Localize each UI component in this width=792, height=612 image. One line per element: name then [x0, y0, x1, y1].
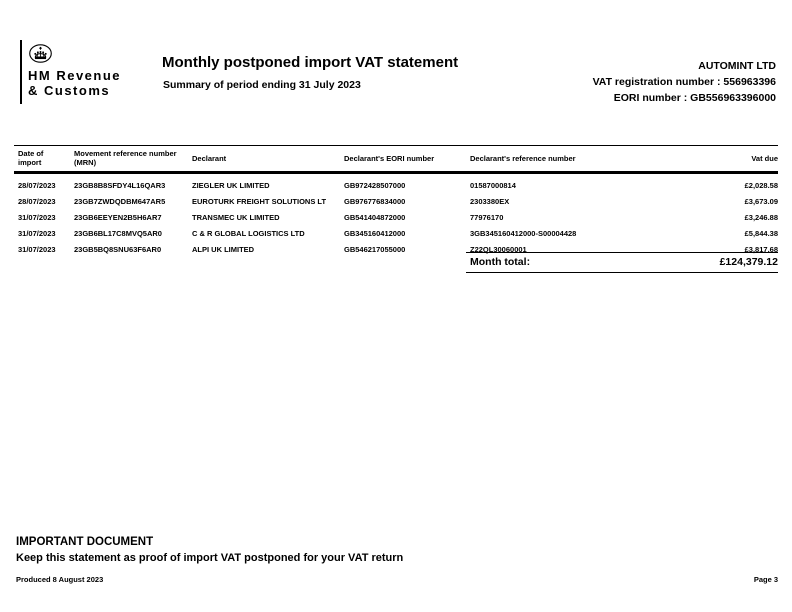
- cell-vat-due: £3,817.68: [744, 244, 778, 254]
- page-title: Monthly postponed import VAT statement: [162, 54, 459, 71]
- cell-vat-due: £5,844.38: [744, 228, 778, 238]
- cell-declarant: ZIEGLER UK LIMITED: [192, 180, 270, 190]
- month-total-row: [466, 252, 778, 273]
- important-document-heading: IMPORTANT DOCUMENT: [16, 536, 154, 548]
- column-header-vat-due: Vat due: [751, 153, 778, 163]
- cell-eori: GB345160412000: [344, 228, 406, 238]
- cell-ref: 77976170: [470, 212, 504, 222]
- cell-mrn: 23GB6BL17C8MVQ5AR0: [74, 228, 162, 238]
- column-header-declarant-ref: Declarant's reference number: [470, 153, 576, 163]
- table-header: [14, 146, 778, 173]
- eori-number: EORI number : GB556963396000: [613, 92, 776, 104]
- important-document-text: Keep this statement as proof of import VAT postponed for your VAT return: [16, 552, 404, 564]
- hmrc-logo-text: [28, 68, 121, 98]
- table-row: [14, 173, 778, 194]
- cell-mrn: 23GB6EEYEN2B5H6AR7: [74, 212, 162, 222]
- cell-eori: GB541404872000: [344, 212, 406, 222]
- month-total-value: £124,379.12: [719, 256, 778, 268]
- cell-ref: Z22QL30060001: [470, 244, 527, 254]
- column-header-declarant-eori: Declarant's EORI number: [344, 153, 435, 163]
- column-header-mrn: Movement reference number (MRN): [74, 149, 177, 167]
- cell-ref: 3GB345160412000-S00004428: [470, 228, 577, 238]
- column-header-date: Date of import: [18, 149, 44, 167]
- cell-mrn: 23GB7ZWDQDBM647AR5: [74, 196, 166, 206]
- hmrc-crown-icon: [28, 43, 53, 69]
- produced-date: Produced 8 August 2023: [16, 575, 104, 584]
- cell-date: 28/07/2023: [18, 196, 56, 206]
- cell-date: 28/07/2023: [18, 180, 56, 190]
- page-number: Page 3: [753, 575, 778, 584]
- cell-declarant: EUROTURK FREIGHT SOLUTIONS LT: [192, 196, 327, 206]
- hmrc-logo-line2: & Customs: [28, 83, 111, 98]
- import-vat-table: [14, 145, 778, 257]
- cell-vat-due: £3,246.88: [744, 212, 778, 222]
- company-details: [593, 58, 776, 106]
- cell-declarant: C & R GLOBAL LOGISTICS LTD: [192, 228, 305, 238]
- table-row: [14, 225, 778, 241]
- cell-eori: GB546217055000: [344, 244, 406, 254]
- cell-ref: 2303380EX: [470, 196, 510, 206]
- month-total-label: Month total:: [470, 256, 531, 268]
- cell-mrn: 23GB5BQ8SNU63F6AR0: [74, 244, 162, 254]
- table-row: [14, 193, 778, 209]
- hmrc-logo-line1: HM Revenue: [28, 68, 122, 83]
- company-name: AUTOMINT LTD: [698, 60, 776, 72]
- logo-divider: [20, 40, 22, 104]
- cell-declarant: ALPI UK LIMITED: [192, 244, 255, 254]
- cell-vat-due: £2,028.58: [744, 180, 778, 190]
- cell-ref: 01587000814: [470, 180, 516, 190]
- table-row: [14, 209, 778, 225]
- cell-mrn: 23GB8B8SFDY4L16QAR3: [74, 180, 166, 190]
- cell-vat-due: £3,673.09: [744, 196, 778, 206]
- column-header-declarant: Declarant: [192, 153, 227, 163]
- cell-date: 31/07/2023: [18, 212, 56, 222]
- period-subtitle: Summary of period ending 31 July 2023: [163, 79, 361, 91]
- cell-declarant: TRANSMEC UK LIMITED: [192, 212, 280, 222]
- cell-date: 31/07/2023: [18, 244, 56, 254]
- cell-eori: GB976776834000: [344, 196, 406, 206]
- cell-eori: GB972428507000: [344, 180, 406, 190]
- vat-registration-number: VAT registration number : 556963396: [592, 76, 776, 88]
- cell-date: 31/07/2023: [18, 228, 56, 238]
